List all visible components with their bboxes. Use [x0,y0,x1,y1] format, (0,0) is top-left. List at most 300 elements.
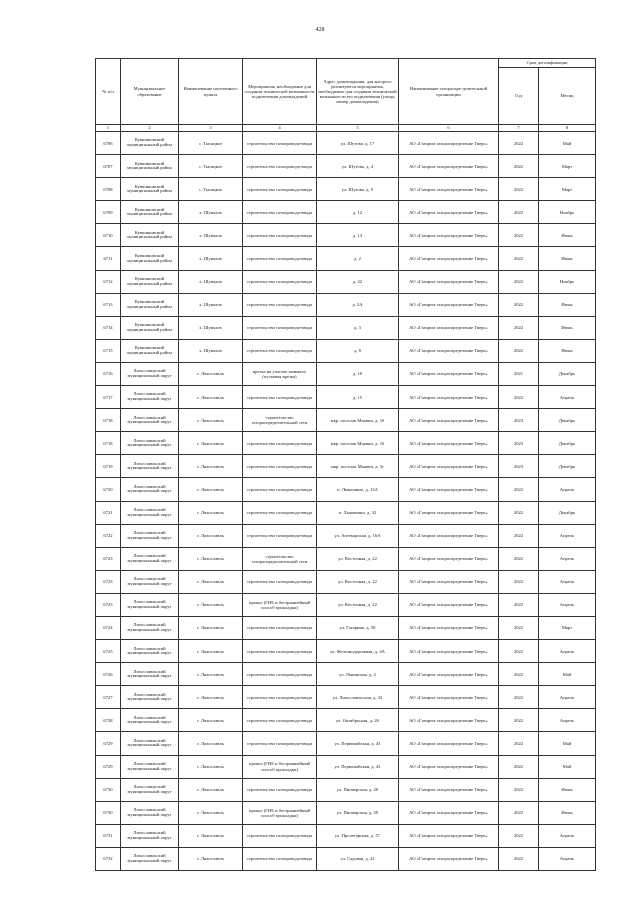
measure-cell: строительство газопровода-ввода [243,155,317,178]
month-cell: Апрель [539,640,596,663]
month-cell: Июнь [539,801,596,824]
year-cell: 2022 [499,524,539,547]
locality-cell: х. Шувалов [179,224,243,247]
municipality-cell: Лихославльский муниципальный округ [121,593,179,616]
gdo-cell: АО «Газпром газораспределение Тверь» [399,478,499,501]
locality-cell: г. Лихославль [179,616,243,639]
address-cell: мкр. поселок Мышки, д. 16 [317,409,399,432]
measure-cell: строительство газопровода-ввода [243,224,317,247]
measure-cell: строительство газопровода-ввода [243,293,317,316]
year-cell: 2022 [499,616,539,639]
year-cell: 2022 [499,847,539,870]
table-row [96,293,596,316]
address-cell: мкр. поселок Мышки, д. 16 [317,432,399,455]
month-cell: Июнь [539,316,596,339]
table-row [96,593,596,616]
header-year: Год [499,68,539,125]
measure-cell: строительство газопровода-ввода [243,432,317,455]
month-cell: Март [539,155,596,178]
row-number: 6727 [96,686,121,709]
header-num: № п/п [96,59,121,125]
month-cell: Декабрь [539,501,596,524]
locality-cell: х. Шувалов [179,316,243,339]
month-cell: Июнь [539,293,596,316]
year-cell: 2022 [499,732,539,755]
year-cell: 2022 [499,570,539,593]
table-row [96,270,596,293]
row-number: 6721 [96,501,121,524]
locality-cell: г. Лихославль [179,524,243,547]
locality-cell: г. Лихославль [179,547,243,570]
address-cell: ул. Аптекарская, д. 16А [317,524,399,547]
gdo-cell: АО «Газпром газораспределение Тверь» [399,616,499,639]
month-cell: Апрель [539,593,596,616]
year-cell: 2022 [499,593,539,616]
month-cell: Апрель [539,478,596,501]
locality-cell: г. Лихославль [179,501,243,524]
table-row [96,570,596,593]
table-row [96,709,596,732]
locality-cell: г. Лихославль [179,455,243,478]
address-cell: ул. Пионерская, д. 20 [317,778,399,801]
gdo-cell: АО «Газпром газораспределение Тверь» [399,247,499,270]
header-gdo: Наименование газораспре-делительной организации [399,59,499,125]
address-cell: ул. Восточная, д. 22 [317,593,399,616]
gdo-cell: АО «Газпром газораспределение Тверь» [399,293,499,316]
measure-cell: прокол (ГНБ и бестраншейный способ прокладки) [243,593,317,616]
municipality-cell: Лихославльский муниципальный округ [121,778,179,801]
row-number: 6718 [96,409,121,432]
year-cell: 2022 [499,293,539,316]
row-number: 6707 [96,155,121,178]
table-row [96,386,596,409]
locality-cell: г. Лихославль [179,847,243,870]
table-row [96,524,596,547]
municipality-cell: Лихославльский муниципальный округ [121,824,179,847]
municipality-cell: Кувшиновский муниципальный район [121,155,179,178]
month-cell: Апрель [539,524,596,547]
row-number: 6711 [96,247,121,270]
table-row [96,132,596,155]
address-cell: ул. Шутова, д. 9 [317,178,399,201]
municipality-cell: Лихославльский муниципальный округ [121,847,179,870]
locality-cell: х. Шувалов [179,247,243,270]
table-row [96,339,596,362]
locality-cell: г. Лихославль [179,663,243,686]
table-row [96,501,596,524]
address-cell: ул. Шутова, д. 4 [317,155,399,178]
measure-cell: прокол (ГНБ и бестраншейный способ прокладки) [243,755,317,778]
gdo-cell: АО «Газпром газораспределение Тверь» [399,801,499,824]
month-cell: Март [539,178,596,201]
header-locality: Наименование населенного пункта [179,59,243,125]
gdo-cell: АО «Газпром газораспределение Тверь» [399,547,499,570]
table-row [96,778,596,801]
row-number: 6732 [96,847,121,870]
gdo-cell: АО «Газпром газораспределение Тверь» [399,755,499,778]
row-number: 6722 [96,524,121,547]
month-cell: Декабрь [539,455,596,478]
gdo-cell: АО «Газпром газораспределение Тверь» [399,455,499,478]
municipality-cell: Лихославльский муниципальный округ [121,432,179,455]
row-number: 6717 [96,386,121,409]
row-number: 6723 [96,570,121,593]
gdo-cell: АО «Газпром газораспределение Тверь» [399,386,499,409]
column-number: 4 [243,125,317,132]
gdo-cell: АО «Газпром газораспределение Тверь» [399,709,499,732]
table-row [96,432,596,455]
measure-cell: строительство газопровода-ввода [243,686,317,709]
row-number: 6729 [96,755,121,778]
month-cell: Апрель [539,686,596,709]
gdo-cell: АО «Газпром газораспределение Тверь» [399,570,499,593]
municipality-cell: Лихославльский муниципальный округ [121,547,179,570]
municipality-cell: Лихославльский муниципальный округ [121,616,179,639]
measure-cell: строительство газопровода-ввода [243,778,317,801]
municipality-cell: Лихославльский муниципальный округ [121,478,179,501]
municipality-cell: Лихославльский муниципальный округ [121,663,179,686]
gdo-cell: АО «Газпром газораспределение Тверь» [399,178,499,201]
address-cell: ул. Лихославльская, д. 32 [317,686,399,709]
column-number: 1 [96,125,121,132]
measure-cell: строительство газопровода-ввода [243,640,317,663]
row-number: 6706 [96,132,121,155]
year-cell: 2022 [499,709,539,732]
gdo-cell: АО «Газпром газораспределение Тверь» [399,501,499,524]
municipality-cell: Лихославльский муниципальный округ [121,409,179,432]
locality-cell: г. Лихославль [179,732,243,755]
municipality-cell: Лихославльский муниципальный округ [121,801,179,824]
header-measures: Мероприятия, необходимые для создания технической возможности подключения домовладений [243,59,317,125]
gdo-cell: АО «Газпром газораспределение Тверь» [399,316,499,339]
address-cell: ул. Шутова, д. 17 [317,132,399,155]
column-number: 2 [121,125,179,132]
measure-cell: строительство газопровода-ввода [243,847,317,870]
measure-cell: строительство газораспределительной сети [243,547,317,570]
municipality-cell: Лихославльский муниципальный округ [121,709,179,732]
month-cell: Апрель [539,709,596,732]
measure-cell: врезка на участке замнятое (пусковая врезка) [243,362,317,385]
measure-cell: строительство газопровода-ввода [243,316,317,339]
header-address: Адрес домовладения, для которого реализуются мероприятия, необходимые для создания технической возможности его подключения (улица, номер домовладения) [317,59,399,125]
measure-cell: строительство газопровода-ввода [243,455,317,478]
column-number: 3 [179,125,243,132]
gdo-cell: АО «Газпром газораспределение Тверь» [399,432,499,455]
address-cell: ул. Ленинская, д. 2 [317,663,399,686]
month-cell: Апрель [539,547,596,570]
municipality-cell: Лихославльский муниципальный округ [121,732,179,755]
year-cell: 2022 [499,640,539,663]
municipality-cell: Лихославльский муниципальный округ [121,640,179,663]
address-cell: ул. Железнодорожная, д. 4А [317,640,399,663]
header-deadline: Срок догазификации [499,59,596,68]
address-cell: д. 3 [317,316,399,339]
row-number: 6714 [96,316,121,339]
measure-cell: строительство газопровода-ввода [243,524,317,547]
year-cell: 2021 [499,362,539,385]
measure-cell: строительство газопровода-ввода [243,247,317,270]
gdo-cell: АО «Газпром газораспределение Тверь» [399,778,499,801]
table-row [96,362,596,385]
locality-cell: г. Лихославль [179,432,243,455]
month-cell: Апрель [539,824,596,847]
table-header [96,59,596,132]
measure-cell: прокол (ГНБ и бестраншейный способ прокладки) [243,801,317,824]
year-cell: 2022 [499,801,539,824]
measure-cell: строительство газопровода-ввода [243,386,317,409]
year-cell: 2023 [499,409,539,432]
table-row [96,316,596,339]
municipality-cell: Кувшиновский муниципальный район [121,201,179,224]
measure-cell: строительство газопровода-ввода [243,178,317,201]
month-cell: Декабрь [539,362,596,385]
municipality-cell: Лихославльский муниципальный округ [121,362,179,385]
address-cell: д. 8 [317,339,399,362]
year-cell: 2022 [499,247,539,270]
locality-cell: х. Шувалов [179,270,243,293]
address-cell: д. 2 [317,247,399,270]
address-cell: ул. Садовая, д. 22 [317,847,399,870]
municipality-cell: Кувшиновский муниципальный район [121,224,179,247]
address-cell: мкр. поселок Мышки, д. 3г [317,455,399,478]
row-number: 6716 [96,362,121,385]
row-number: 6708 [96,178,121,201]
month-cell: Май [539,732,596,755]
gdo-cell: АО «Газпром газораспределение Тверь» [399,663,499,686]
month-cell: Июнь [539,247,596,270]
measure-cell: строительство газопровода-ввода [243,663,317,686]
address-cell: ул. Восточная, д. 22 [317,570,399,593]
row-number: 6723 [96,547,121,570]
gdo-cell: АО «Газпром газораспределение Тверь» [399,155,499,178]
table-row [96,732,596,755]
table-row [96,686,596,709]
row-number: 6730 [96,801,121,824]
month-cell: Май [539,132,596,155]
municipality-cell: Лихославльский муниципальный округ [121,686,179,709]
table-row [96,178,596,201]
measure-cell: строительство газопровода-ввода [243,616,317,639]
row-number: 6710 [96,224,121,247]
year-cell: 2022 [499,501,539,524]
month-cell: Апрель [539,386,596,409]
year-cell: 2022 [499,270,539,293]
gdo-cell: АО «Газпром газораспределение Тверь» [399,409,499,432]
locality-cell: г. Лихославль [179,755,243,778]
address-cell: д. 13 [317,224,399,247]
table-row [96,640,596,663]
address-cell: ул. Восточная, д. 22 [317,547,399,570]
table-row [96,663,596,686]
row-number: 6730 [96,778,121,801]
row-number: 6729 [96,732,121,755]
column-number: 6 [399,125,499,132]
address-cell: п. Лыкошино, д. 32 [317,501,399,524]
address-cell: д. 2А [317,293,399,316]
month-cell: Апрель [539,847,596,870]
address-cell: ул. Первомайская, д. 43 [317,755,399,778]
locality-cell: г. Лихославль [179,640,243,663]
year-cell: 2022 [499,778,539,801]
table-row [96,801,596,824]
municipality-cell: Кувшиновский муниципальный район [121,270,179,293]
municipality-cell: Кувшиновский муниципальный район [121,132,179,155]
month-cell: Март [539,616,596,639]
locality-cell: х. Шувалов [179,293,243,316]
year-cell: 2022 [499,201,539,224]
row-number: 6713 [96,293,121,316]
municipality-cell: Лихославльский муниципальный округ [121,501,179,524]
measure-cell: строительство газопровода-ввода [243,132,317,155]
measure-cell: строительство газопровода-ввода [243,570,317,593]
measure-cell: строительство газопровода-ввода [243,709,317,732]
year-cell: 2022 [499,663,539,686]
table-row [96,824,596,847]
locality-cell: г. Лихославль [179,386,243,409]
month-cell: Май [539,663,596,686]
address-cell: ул. Пионерская, д. 20 [317,801,399,824]
locality-cell: с. Тысяцкое [179,155,243,178]
year-cell: 2022 [499,178,539,201]
locality-cell: г. Лихославль [179,593,243,616]
gdo-cell: АО «Газпром газораспределение Тверь» [399,847,499,870]
year-cell: 2023 [499,455,539,478]
municipality-cell: Кувшиновский муниципальный район [121,316,179,339]
municipality-cell: Кувшиновский муниципальный район [121,293,179,316]
gdo-cell: АО «Газпром газораспределение Тверь» [399,132,499,155]
locality-cell: г. Лихославль [179,778,243,801]
row-number: 6726 [96,663,121,686]
month-cell: Июнь [539,778,596,801]
table-row [96,616,596,639]
row-number: 6719 [96,455,121,478]
locality-cell: г. Лихославль [179,478,243,501]
year-cell: 2022 [499,686,539,709]
header-month: Месяц [539,68,596,125]
locality-cell: г. Лихославль [179,362,243,385]
column-number: 7 [499,125,539,132]
year-cell: 2022 [499,478,539,501]
table-row [96,247,596,270]
row-number: 6728 [96,709,121,732]
row-number: 6723 [96,593,121,616]
gdo-cell: АО «Газпром газораспределение Тверь» [399,362,499,385]
gdo-cell: АО «Газпром газораспределение Тверь» [399,593,499,616]
measure-cell: строительство газораспределительной сети [243,409,317,432]
locality-cell: г. Лихославль [179,686,243,709]
table-row [96,155,596,178]
month-cell: Декабрь [539,432,596,455]
gdo-cell: АО «Газпром газораспределение Тверь» [399,339,499,362]
gdo-cell: АО «Газпром газораспределение Тверь» [399,640,499,663]
column-numbers-row [96,125,596,132]
municipality-cell: Кувшиновский муниципальный район [121,178,179,201]
address-cell: п. Лыкошино, д. 13А [317,478,399,501]
row-number: 6715 [96,339,121,362]
measure-cell: строительство газопровода-ввода [243,501,317,524]
address-cell: ул. Первомайская, д. 43 [317,732,399,755]
address-cell: ул. Октябрьская, д. 26 [317,709,399,732]
year-cell: 2022 [499,132,539,155]
year-cell: 2022 [499,224,539,247]
month-cell: Апрель [539,570,596,593]
address-cell: д. 22 [317,270,399,293]
row-number: 6731 [96,824,121,847]
measure-cell: строительство газопровода-ввода [243,824,317,847]
locality-cell: г. Лихославль [179,824,243,847]
locality-cell: г. Лихославль [179,709,243,732]
month-cell: Июнь [539,339,596,362]
locality-cell: г. Лихославль [179,801,243,824]
locality-cell: с. Тысяцкое [179,178,243,201]
row-number: 6718 [96,432,121,455]
municipality-cell: Лихославльский муниципальный округ [121,570,179,593]
measure-cell: строительство газопровода-ввода [243,478,317,501]
address-cell: д. 12 [317,201,399,224]
locality-cell: г. Лихославль [179,570,243,593]
month-cell: Ноябрь [539,270,596,293]
locality-cell: г. Лихославль [179,409,243,432]
address-cell: ул. Гагарина, д. 58 [317,616,399,639]
year-cell: 2022 [499,755,539,778]
table-row [96,455,596,478]
measure-cell: строительство газопровода-ввода [243,270,317,293]
table-row [96,547,596,570]
row-number: 6724 [96,616,121,639]
table-row [96,201,596,224]
measure-cell: строительство газопровода-ввода [243,201,317,224]
page-number: 428 [315,27,325,33]
municipality-cell: Лихославльский муниципальный округ [121,755,179,778]
table-row [96,847,596,870]
address-cell: д. 15 [317,386,399,409]
gdo-cell: АО «Газпром газораспределение Тверь» [399,270,499,293]
year-cell: 2022 [499,339,539,362]
year-cell: 2022 [499,824,539,847]
locality-cell: х. Шувалов [179,201,243,224]
table-row [96,478,596,501]
row-number: 6712 [96,270,121,293]
table-row [96,409,596,432]
municipality-cell: Кувшиновский муниципальный район [121,339,179,362]
municipality-cell: Лихославльский муниципальный округ [121,524,179,547]
address-cell: ул. Пролетарская, д. 57 [317,824,399,847]
municipality-cell: Кувшиновский муниципальный район [121,247,179,270]
month-cell: Ноябрь [539,201,596,224]
table-body [96,132,596,871]
gdo-cell: АО «Газпром газораспределение Тверь» [399,732,499,755]
municipality-cell: Лихославльский муниципальный округ [121,386,179,409]
gdo-cell: АО «Газпром газораспределение Тверь» [399,224,499,247]
header-municipality: Муниципальное образование [121,59,179,125]
column-number: 8 [539,125,596,132]
gdo-cell: АО «Газпром газораспределение Тверь» [399,201,499,224]
year-cell: 2022 [499,155,539,178]
gdo-cell: АО «Газпром газораспределение Тверь» [399,824,499,847]
measure-cell: строительство газопровода-ввода [243,339,317,362]
month-cell: Июнь [539,224,596,247]
month-cell: Декабрь [539,409,596,432]
year-cell: 2022 [499,547,539,570]
table-row [96,755,596,778]
gdo-cell: АО «Газпром газораспределение Тверь» [399,686,499,709]
locality-cell: х. Шувалов [179,339,243,362]
year-cell: 2022 [499,386,539,409]
table-row [96,224,596,247]
month-cell: Май [539,755,596,778]
row-number: 6720 [96,478,121,501]
column-number: 5 [317,125,399,132]
